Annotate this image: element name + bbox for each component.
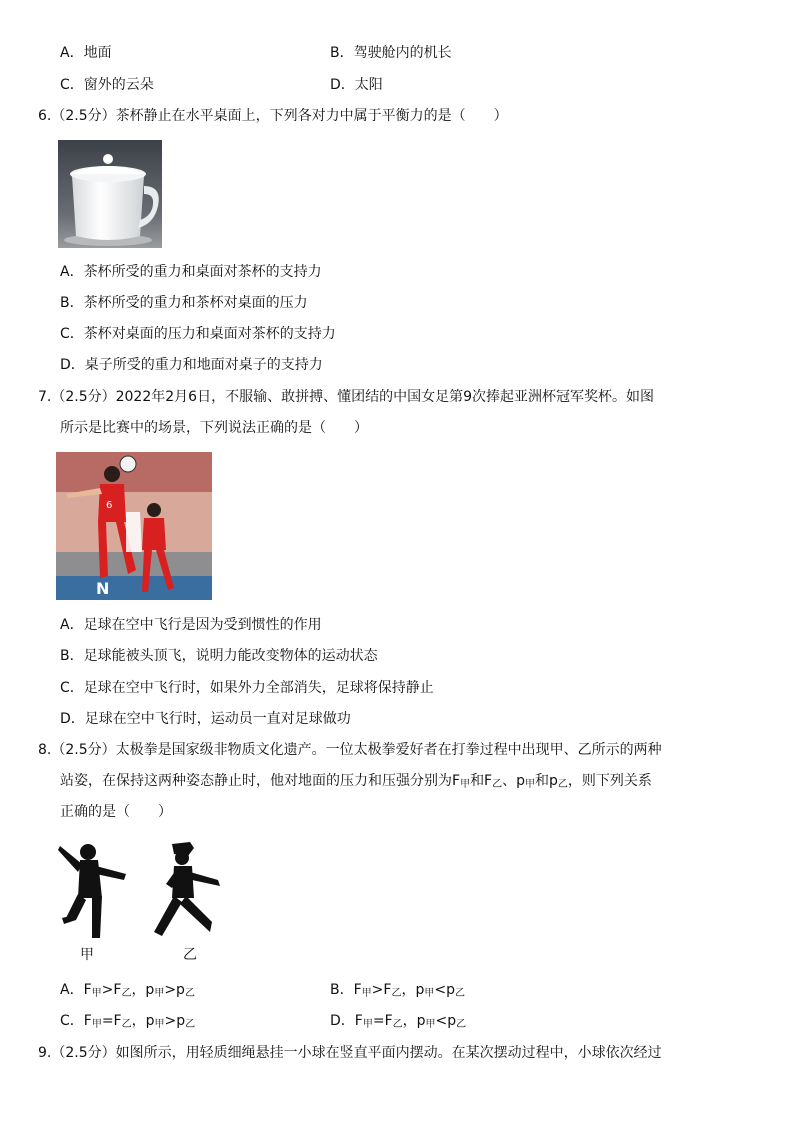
q7-option-c: C．足球在空中飞行时，如果外力全部消失，足球将保持静止 [60, 680, 434, 696]
q7-option-b: B．足球能被头顶飞，说明力能改变物体的运动状态 [60, 648, 378, 664]
taichi-figure-jia [56, 838, 128, 942]
q8-stem-line1: 8.（2.5分）太极拳是国家级非物质文化遗产。一位太极拳爱好者在打拳过程中出现甲、乙所示的两种 [38, 742, 662, 758]
q8-option-a: A．$F_甲>F_乙$，$p_甲>p_乙$ [60, 982, 195, 999]
q8-stem-line3: 正确的是（ ） [60, 804, 172, 820]
q5-option-b: B．驾驶舱内的机长 [330, 45, 452, 61]
q7-stem-line2: 所示是比赛中的场景，下列说法正确的是（ ） [60, 420, 368, 436]
q9-stem-line1: 9.（2.5分）如图所示，用轻质细绳悬挂一小球在竖直平面内摆动。在某次摆动过程中，小球依次经过 [38, 1045, 662, 1061]
q6-option-b: B．茶杯所受的重力和茶杯对桌面的压力 [60, 295, 308, 311]
q7-stem-line1: 7.（2.5分）2022年2月6日，不服输、敢拼搏、懂团结的中国女足第9次捧起亚洲杯冠军奖杯。如图 [38, 389, 654, 405]
q7-option-a: A．足球在空中飞行是因为受到惯性的作用 [60, 617, 322, 633]
q5-option-a: A．地面 [60, 45, 112, 61]
q6-stem: 6.（2.5分）茶杯静止在水平桌面上，下列各对力中属于平衡力的是（ ） [38, 108, 508, 124]
q7-option-d: D．足球在空中飞行时，运动员一直对足球做功 [60, 711, 351, 727]
taichi-figure-yi [150, 840, 226, 940]
figure-label-yi: 乙 [183, 947, 197, 963]
q8-option-c: C．$F_甲=F_乙$，$p_甲>p_乙$ [60, 1013, 196, 1030]
svg-text:6: 6 [106, 500, 113, 511]
q8-option-b: B．$F_甲>F_乙$，$p_甲<p_乙$ [330, 982, 465, 999]
q6-option-a: A．茶杯所受的重力和桌面对茶杯的支持力 [60, 264, 322, 280]
football-match-photo [56, 452, 212, 600]
q5-option-c: C．窗外的云朵 [60, 77, 154, 93]
teacup-image [58, 140, 162, 248]
q6-option-d: D．桌子所受的重力和地面对桌子的支持力 [60, 357, 323, 373]
figure-label-jia: 甲 [80, 947, 94, 963]
svg-text:N: N [96, 579, 110, 598]
q8-option-d: D．$F_甲=F_乙$，$p_甲<p_乙$ [330, 1013, 467, 1030]
q6-option-c: C．茶杯对桌面的压力和桌面对茶杯的支持力 [60, 326, 336, 342]
q5-option-d: D．太阳 [330, 77, 383, 93]
q8-stem-line2: 站姿，在保持这两种姿态静止时，他对地面的压力和压强分别为$F_甲$和$F_乙$、$p_甲$和$p_乙$，则下列关系 [60, 773, 652, 790]
